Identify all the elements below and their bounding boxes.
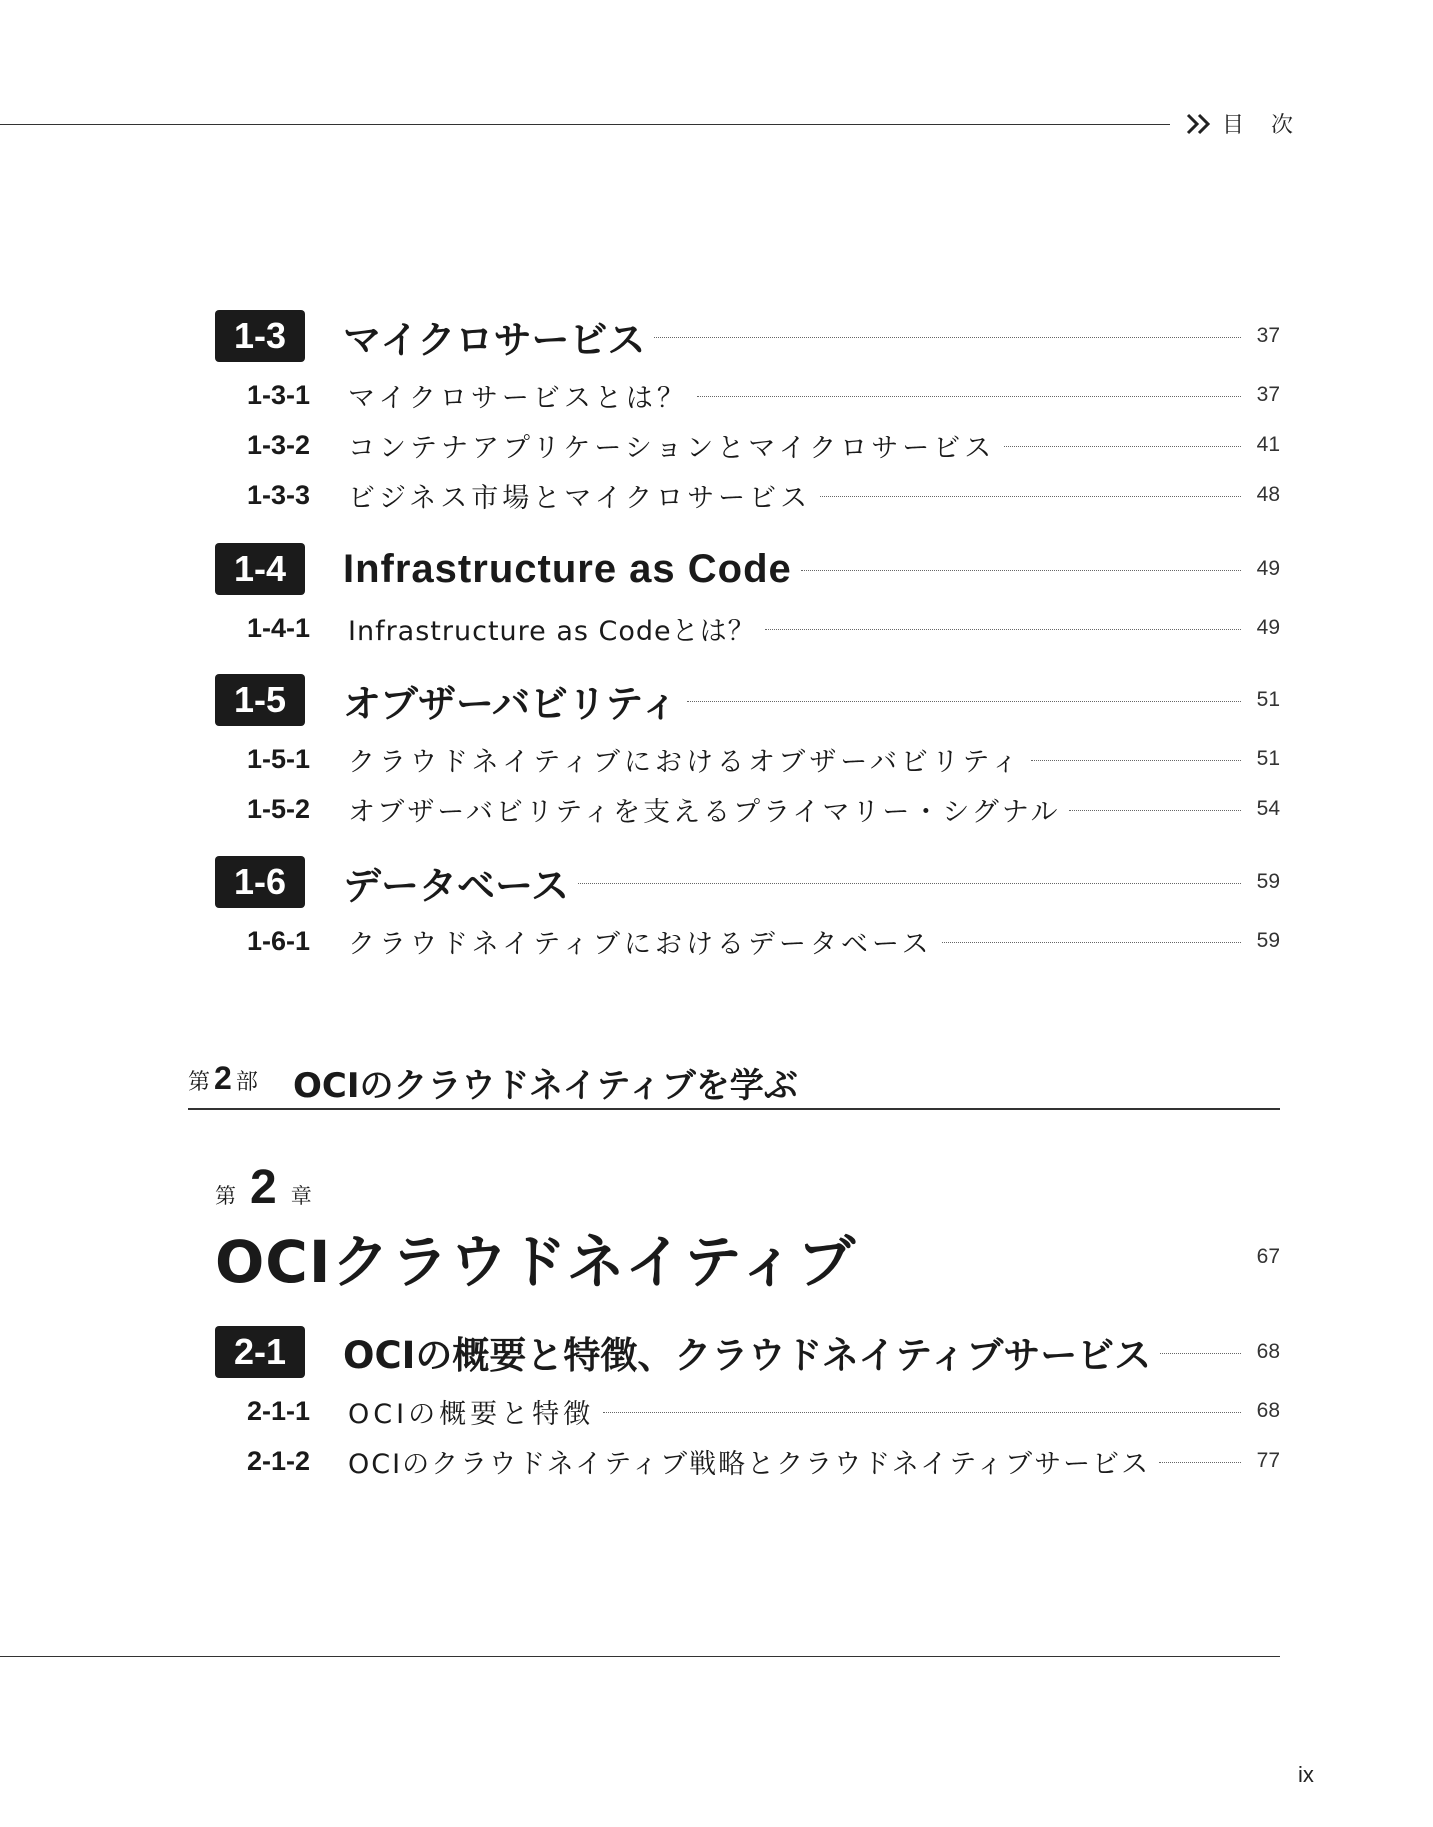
section-title: Infrastructure as Code: [343, 546, 792, 591]
toc-subsection-1-5-2[interactable]: [215, 792, 1280, 826]
page-number: 68: [1256, 1399, 1280, 1422]
toc-subsection-1-6-1[interactable]: [215, 924, 1280, 958]
part-label: [188, 1060, 258, 1097]
dot-leader: [578, 883, 1241, 884]
page-number: 48: [1256, 483, 1280, 506]
subsection-number: 1-5-2: [246, 793, 310, 824]
page-number: 37: [1256, 324, 1280, 347]
dot-leader: [654, 337, 1241, 338]
dot-leader: [1159, 1462, 1241, 1463]
header-rule: [0, 124, 1170, 125]
section-title: マイクロサービス: [343, 317, 646, 362]
section-title: オブザーバビリティ: [343, 681, 679, 726]
page-number: 41: [1256, 433, 1280, 456]
subsection-number: 1-3-2: [246, 429, 310, 460]
toc-subsection-2-1-2[interactable]: [215, 1444, 1280, 1478]
dot-leader: [1069, 810, 1241, 811]
section-number-badge: 2-1: [215, 1326, 305, 1378]
part-rule: [188, 1108, 1280, 1110]
dot-leader: [603, 1412, 1241, 1413]
dot-leader: [697, 396, 1241, 397]
chapter-label: [215, 1160, 312, 1215]
part-prefix: 第: [188, 1070, 211, 1095]
page-folio: ix: [1298, 1762, 1314, 1787]
toc-subsection-1-3-1[interactable]: [215, 378, 1280, 412]
chapter-number: 2: [250, 1161, 277, 1214]
toc-subsection-1-4-1[interactable]: [215, 611, 1280, 645]
subsection-number: 1-5-1: [246, 743, 310, 774]
section-title: データベース: [343, 863, 570, 908]
dot-leader: [1031, 760, 1241, 761]
dot-leader: [801, 570, 1241, 571]
dot-leader: [1160, 1353, 1241, 1354]
page-number: 49: [1256, 557, 1280, 580]
page-number: 49: [1256, 616, 1280, 639]
subsection-title: Infrastructure as Codeとは？: [348, 615, 756, 647]
subsection-title: コンテナアプリケーションとマイクロサービス: [348, 432, 996, 464]
subsection-number: 1-3-1: [246, 379, 310, 410]
dot-leader: [942, 942, 1241, 943]
subsection-title: OCIの概要と特徴: [348, 1398, 595, 1430]
page-number: 59: [1256, 870, 1280, 893]
dot-leader: [820, 496, 1241, 497]
running-header: [1186, 108, 1303, 139]
page-number: 67: [1256, 1245, 1280, 1268]
subsection-title: クラウドネイティブにおけるオブザーバビリティ: [348, 746, 1023, 778]
subsection-number: 1-3-3: [246, 479, 310, 510]
subsection-number: 1-6-1: [246, 925, 310, 956]
chapter-suffix: 章: [290, 1184, 312, 1208]
toc-subsection-1-3-2[interactable]: [215, 428, 1280, 462]
chapter-title: OCIクラウドネイティブ: [215, 1228, 857, 1296]
toc-section-1-3[interactable]: [215, 310, 1280, 362]
subsection-title: ビジネス市場とマイクロサービス: [348, 482, 812, 514]
page-number: 37: [1256, 383, 1280, 406]
part-title[interactable]: OCIのクラウドネイティブを学ぶ: [293, 1066, 798, 1106]
toc-section-1-4[interactable]: [215, 543, 1280, 595]
section-number-badge: 1-3: [215, 310, 305, 362]
subsection-number: 1-4-1: [246, 612, 310, 643]
subsection-title: オブザーバビリティを支えるプライマリー・シグナル: [348, 796, 1061, 828]
toc-subsection-1-5-1[interactable]: [215, 742, 1280, 776]
toc-section-2-1[interactable]: [215, 1326, 1280, 1378]
footer-rule: [0, 1656, 1280, 1657]
dot-leader: [765, 629, 1241, 630]
chapter-prefix: 第: [215, 1184, 236, 1208]
subsection-title: OCIのクラウドネイティブ戦略とクラウドネイティブサービス: [348, 1448, 1151, 1480]
subsection-title: クラウドネイティブにおけるデータベース: [348, 928, 933, 960]
dot-leader: [687, 701, 1241, 702]
toc-section-1-5[interactable]: [215, 674, 1280, 726]
dot-leader: [1004, 446, 1241, 447]
page-number: 51: [1256, 747, 1280, 770]
page-number: 54: [1256, 797, 1280, 820]
toc-section-1-6[interactable]: [215, 856, 1280, 908]
section-number-badge: 1-6: [215, 856, 305, 908]
page-number: 68: [1256, 1340, 1280, 1363]
page-number: 77: [1256, 1449, 1280, 1472]
subsection-title: マイクロサービスとは？: [348, 382, 688, 414]
toc-subsection-2-1-1[interactable]: [215, 1394, 1280, 1428]
section-number-badge: 1-4: [215, 543, 305, 595]
subsection-number: 2-1-2: [246, 1445, 310, 1476]
page-number: 51: [1256, 688, 1280, 711]
subsection-number: 2-1-1: [246, 1395, 310, 1426]
section-title: OCIの概要と特徴、クラウドネイティブサービス: [343, 1334, 1152, 1377]
page-number: 59: [1256, 929, 1280, 952]
double-chevron-right-icon: [1186, 113, 1212, 135]
running-header-title: 目 次: [1222, 113, 1303, 138]
toc-chapter-2[interactable]: [215, 1222, 1280, 1296]
toc-subsection-1-3-3[interactable]: [215, 478, 1280, 512]
section-number-badge: 1-5: [215, 674, 305, 726]
part-number: 2: [214, 1060, 232, 1096]
part-suffix: 部: [235, 1070, 258, 1095]
